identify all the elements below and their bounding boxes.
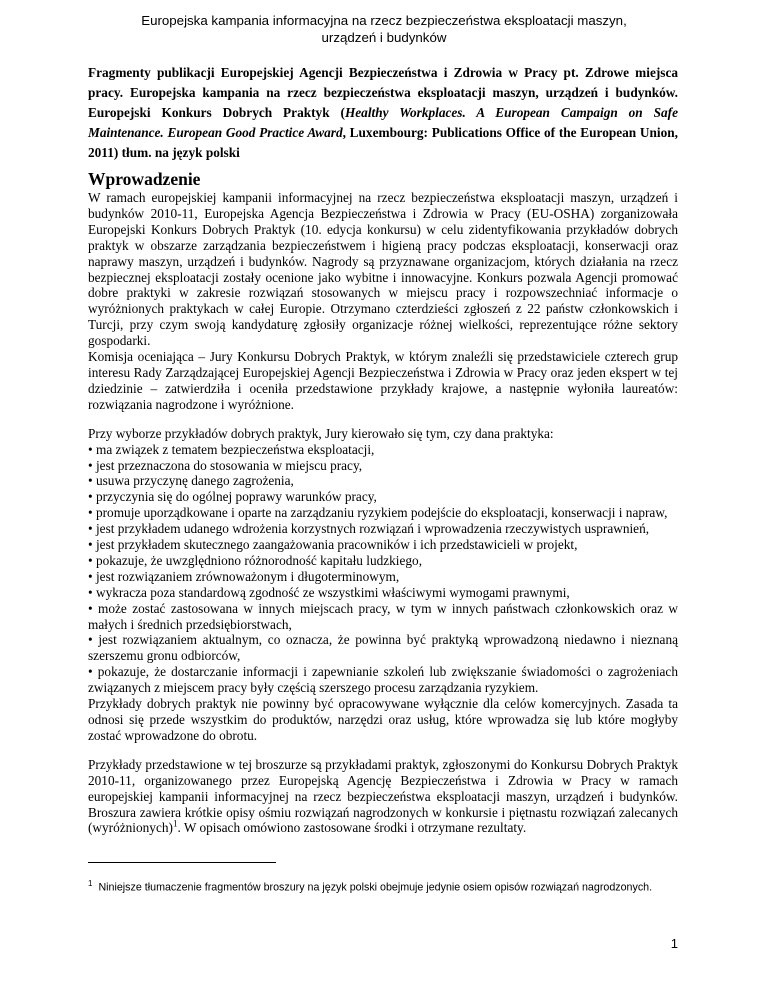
publication-note-text-end: , Luxembourg: Publications Office of the European Union, 2011) tłum. na język polski [88,125,678,160]
paragraph-3: Przy wyborze przykładów dobrych praktyk, Jury kierowało się tym, czy dana praktyka: [88,425,554,441]
footnote-reference[interactable]: 1 [172,819,178,830]
publication-note [88,63,678,163]
list-item: • wykracza poza standardową zgodność ze wszystkimi właściwymi wymogami prawnymi, [88,584,570,600]
list-item: • promuje uporządkowane i oparte na zarządzaniu ryzykiem podejście do eksploatacji, konserwacji i napraw, [88,505,668,521]
list-item: • jest rozwiązaniem zrównoważonym i długoterminowym, [88,568,400,584]
list-item: • jest przeznaczona do stosowania w miejscu pracy, [88,457,363,473]
list-item: • pokazuje, że uwzględniono różnorodność kapitału ludzkiego, [88,552,423,568]
list-item: • usuwa przyczynę danego zagrożenia, [88,473,294,489]
running-header-line-2: urządzeń i budynków [321,30,447,45]
footnote-text: Niniejsze tłumaczenie fragmentów broszury na język polski obejmuje jedynie osiem opisów rozwiązań nagrodzonych. [98,881,653,894]
publication-english-title: Healthy Workplaces. A European Campaign on Safe Maintenance. European Good Practice Award [88,105,678,140]
list-item: • pokazuje, że dostarczanie informacji i zapewnianie szkoleń lub zwiększanie świadomości o zagrożeniach związanych z miejscem pracy były częścią szerszego procesu zarządzania ryzykiem. [88,664,678,696]
list-item: • jest przykładem skutecznego zaangażowania pracowników i ich przedstawicieli w projekt, [88,537,578,553]
criteria-list [88,442,678,697]
publication-note-text: Fragmenty publikacji Europejskiej Agencji Bezpieczeństwa i Zdrowia w Pracy pt. Zdrowe miejsca pracy. Europejska kampania na rzecz bezpieczeństwa eksploatacji maszyn, urządzeń i budynków. Europejski Konkurs Dobrych Praktyk ( [88,65,678,120]
main-content [88,63,678,836]
running-header-line-1: Europejska kampania informacyjna na rzecz bezpieczeństwa eksploatacji maszyn, [141,13,627,28]
page-number: 1 [670,936,678,951]
paragraph-2: Komisja oceniająca – Jury Konkursu Dobrych Praktyk, w którym znaleźli się przedstawiciele czterech grup interesu Rady Zarządzającej Europejskiej Agencji Bezpieczeństwa i Zdrowia w Pracy oraz jeden ekspert w tej dziedzinie – zatwierdziła i oceniła przedstawione przykłady krajowe, a następnie wyłoniła laureatów: rozwiązania nagrodzone i wyróżnione. [88,349,678,412]
footnote [88,876,678,896]
footnote-number: 1 [88,879,93,888]
paragraph-4: Przykłady dobrych praktyk nie powinny być opracowywane wyłącznie dla celów komercyjnych. Zasada ta odnosi się przede wszystkim do produktów, narzędzi oraz usług, które wprowadza się lub które mogłyby zostać wprowadzone do obrotu. [88,696,678,743]
running-header [60,12,708,46]
list-item: • jest przykładem udanego wdrożenia korzystnych rozwiązań i wprowadzenia rzeczywistych usprawnień, [88,521,650,537]
paragraph-1: W ramach europejskiej kampanii informacyjnej na rzecz bezpieczeństwa eksploatacji maszyn, urządzeń i budynków 2010-11, Europejska Agencja Bezpieczeństwa i Zdrowia w Pracy (EU-OSHA) zorganizowała Europejski Konkurs Dobrych Praktyk (10. edycja konkursu) w celu zidentyfikowania przykładów dobrych praktyk w obszarze zarządzania bezpieczeństwem i higieną pracy podczas eksploatacji, konserwacji oraz naprawy maszyn, urządzeń i budynków. Nagrody są przyznawane organizacjom, których działania na rzecz bezpiecznej eksploatacji zostały ocenione jako wybitne i innowacyjne. Konkurs pozwala Agencji promować dobre praktyki w zakresie rozwiązań stosowanych w miejscu pracy i rozpowszechniać informacje o wyróżnionych praktykach w całej Europie. Otrzymano czterdzieści zgłoszeń z 22 państw członkowskich i Turcji, przy czym swoją kandydaturę zgłosiły organizacje różnej wielkości, reprezentujące różne sektory gospodarki. [88,190,678,349]
footnote-divider [88,862,276,863]
paragraph-5 [88,757,678,837]
list-item: • jest rozwiązaniem aktualnym, co oznacza, że powinna być praktyką wprowadzoną niedawno i nieznaną szerszemu gronu odbiorców, [88,632,678,664]
paragraph-5-text-end: . W opisach omówiono zastosowane środki i otrzymane rezultaty. [177,820,527,836]
list-item: • przyczynia się do ogólnej poprawy warunków pracy, [88,489,377,505]
list-item: • może zostać zastosowana w innych miejscach pracy, w tym w innych państwach członkowskich oraz w małych i średnich przedsiębiorstwach, [88,600,678,632]
section-heading: Wprowadzenie [88,169,201,189]
paragraph-5-text: Przykłady przedstawione w tej broszurze są przykładami praktyk, zgłoszonymi do Konkursu Dobrych Praktyk 2010-11, organizowanego przez Europejską Agencję Bezpieczeństwa i Zdrowia w Pracy w ramach europejskiej kampanii informacyjnej na rzecz bezpieczeństwa eksploatacji maszyn, urządzeń i budynków. Broszura zawiera krótkie opisy ośmiu rozwiązań nagrodzonych w konkursie i piętnastu rozwiązań zalecanych (wyróżnionych) [88,756,678,836]
list-item: • ma związek z tematem bezpieczeństwa eksploatacji, [88,441,375,457]
